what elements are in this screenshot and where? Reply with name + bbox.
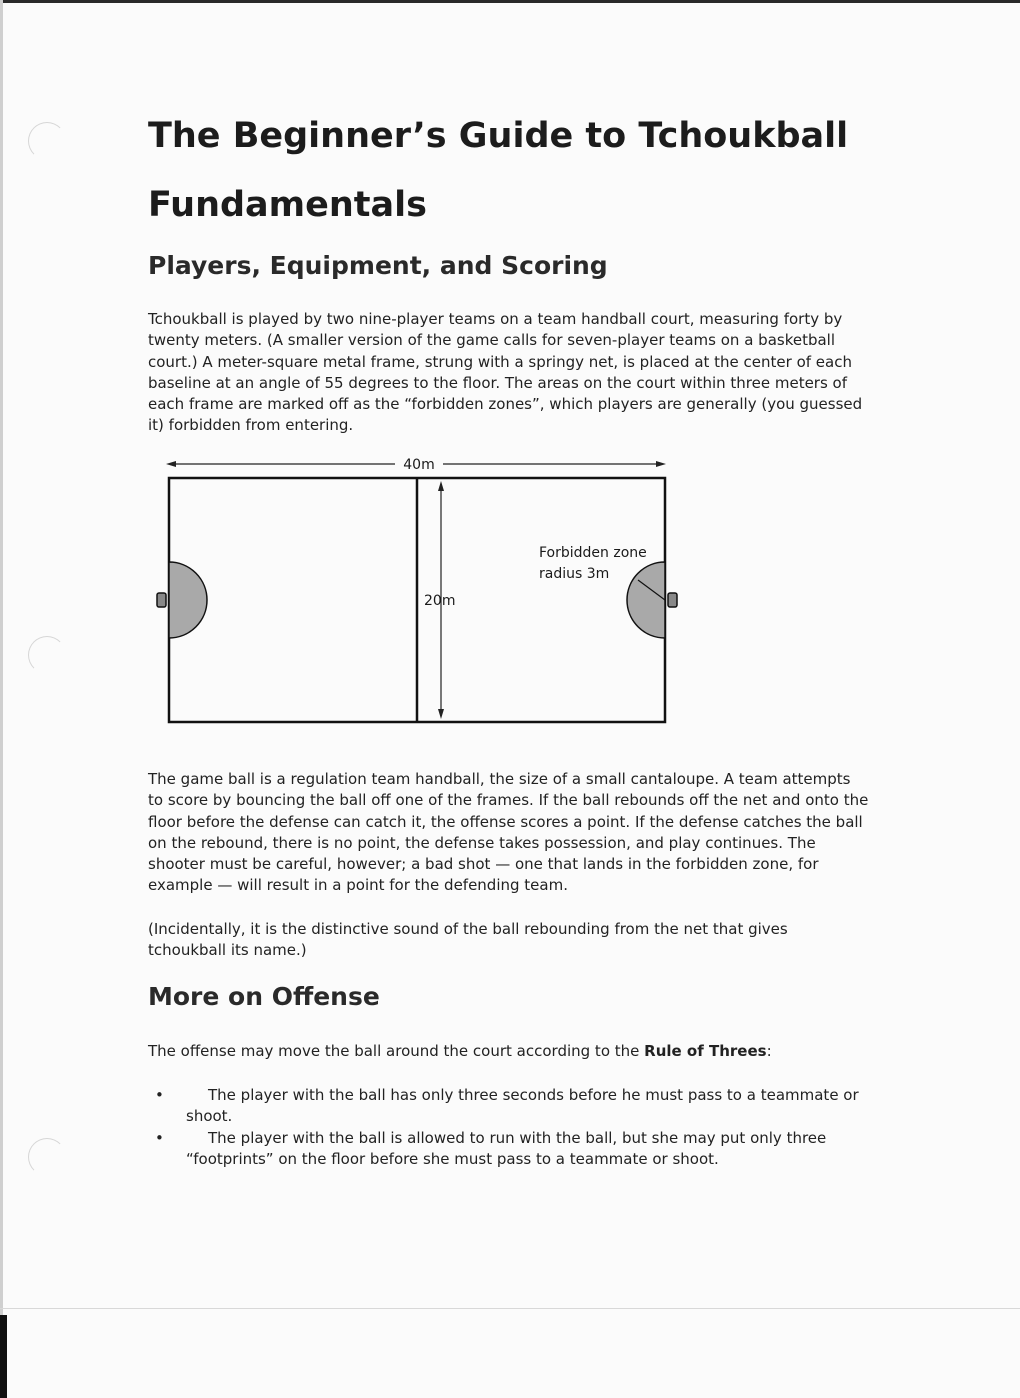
width-arrow-top-head	[438, 481, 444, 491]
forbidden-zone-left	[169, 562, 207, 638]
page-title-line-1: The Beginner’s Guide to Tchoukball	[148, 116, 849, 156]
list-item-text: The player with the ball is allowed to run with the ball, but she may put only three “footprints” on the floor before she must pass to a teammate or shoot.	[186, 1128, 827, 1168]
page-title-line-2: Fundamentals	[148, 185, 427, 225]
punch-hole-bottom	[28, 1138, 66, 1176]
court-diagram	[150, 450, 690, 730]
scan-corner-mark	[0, 1315, 7, 1398]
paragraph-rule-of-threes-intro	[148, 1041, 870, 1062]
list-item	[148, 1128, 870, 1171]
rule-of-threes-list	[148, 1085, 870, 1170]
length-arrow-right-head	[656, 461, 666, 467]
length-arrow-left-head	[166, 461, 176, 467]
list-item	[148, 1085, 870, 1128]
paragraph-scoring: The game ball is a regulation team handball, the size of a small cantaloupe. A team attempts to score by bouncing the ball off one of the frames. If the ball rebounds off the net and onto the floor before the defense can catch it, the offense scores a point. If the defense catches the ball on the rebound, there is no point, the defense takes possession, and play continues. The shooter must be careful, however; a bad shot — one that lands in the forbidden zone, for example — will result in a point for the defending team.	[148, 770, 869, 895]
page-left-edge	[0, 0, 3, 1398]
bullet-icon: •	[155, 1086, 164, 1104]
punch-hole-middle	[28, 636, 66, 674]
paragraph-name-origin: (Incidentally, it is the distinctive sound of the ball rebounding from the net that gives tchoukball its name.)	[148, 920, 788, 960]
forbidden-zone-radius-label: radius 3m	[539, 566, 610, 582]
intro-colon: :	[766, 1042, 772, 1060]
punch-hole-top	[28, 122, 66, 160]
section-heading-players-equipment-scoring: Players, Equipment, and Scoring	[148, 251, 608, 280]
scan-bottom-edge	[0, 1308, 1020, 1309]
frame-left	[157, 593, 166, 607]
width-label: 20m	[424, 593, 456, 609]
forbidden-zone-label: Forbidden zone	[539, 545, 647, 561]
list-item-text: The player with the ball has only three seconds before he must pass to a teammate or shoot.	[186, 1086, 859, 1126]
paragraph-court-description: Tchoukball is played by two nine-player teams on a team handball court, measuring forty by twenty meters. (A smaller version of the game calls for seven-player teams on a basketball court.) A meter-square metal frame, strung with a springy net, is placed at the center of each baseline at an angle of 55 degrees to the floor. The areas on the court within three meters of each frame are marked off as the “forbidden zones”, which players are generally (you guessed it) forbidden from entering.	[148, 310, 863, 435]
forbidden-zone-right	[627, 562, 665, 638]
frame-right	[668, 593, 677, 607]
bullet-icon: •	[155, 1128, 164, 1147]
intro-text: The offense may move the ball around the court according to the	[148, 1042, 645, 1060]
width-arrow-bottom-head	[438, 709, 444, 719]
section-heading-more-on-offense: More on Offense	[148, 982, 380, 1011]
length-label: 40m	[403, 457, 435, 473]
rule-of-threes-emphasis: Rule of Threes	[644, 1042, 767, 1060]
page-top-edge	[0, 0, 1020, 3]
